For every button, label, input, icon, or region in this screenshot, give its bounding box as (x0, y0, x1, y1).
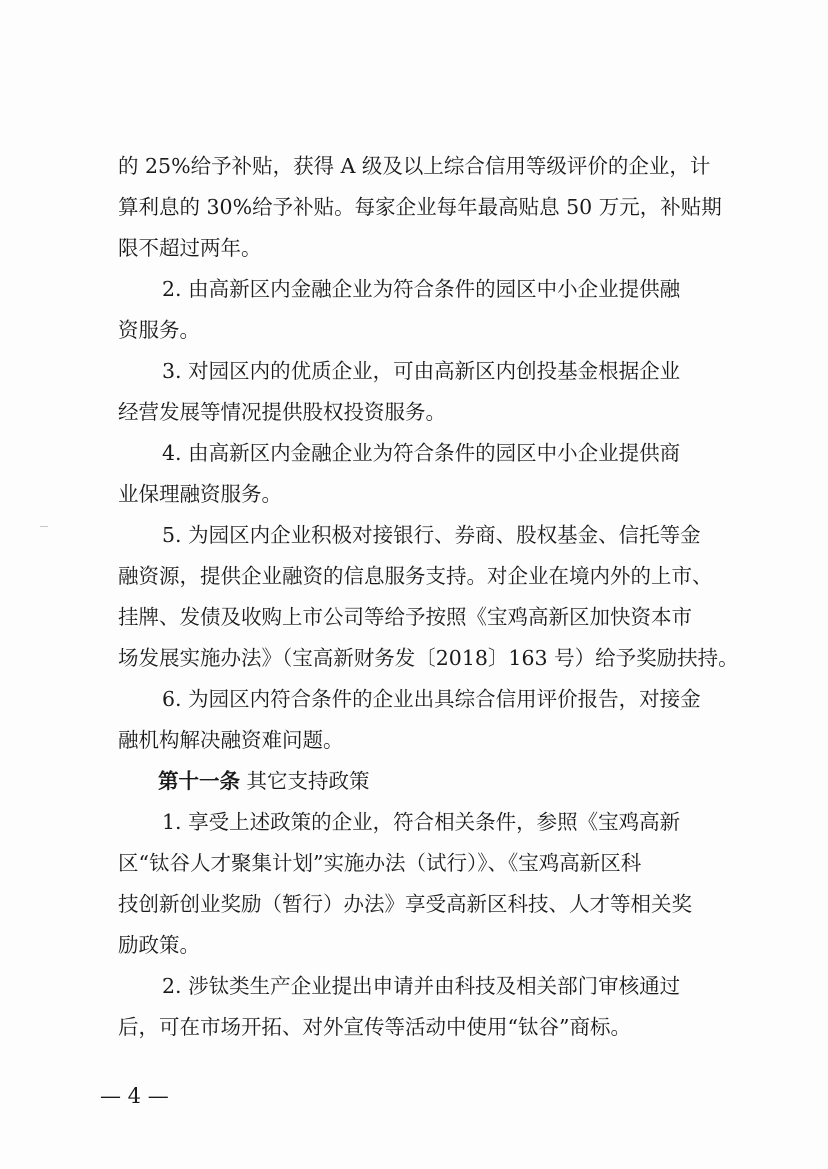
scan-speck (40, 526, 48, 527)
paragraph-line: 后，可在市场开拓、对外宣传等活动中使用“钛谷”商标。 (118, 1015, 631, 1039)
paragraph-line: 业保理融资服务。 (118, 482, 282, 506)
paragraph-line: 6. 为园区内符合条件的企业出具综合信用评价报告，对接金 (162, 687, 701, 711)
article-number: 第十一条 (158, 769, 240, 793)
article-title: 其它支持政策 (246, 769, 370, 793)
body-text (118, 146, 748, 1048)
paragraph-line: 3. 对园区内的优质企业，可由高新区内创投基金根据企业 (162, 359, 681, 383)
paragraph-line: 2. 由高新区内金融企业为符合条件的园区中小企业提供融 (162, 277, 681, 301)
paragraph-line: 融资源，提供企业融资的信息服务支持。对企业在境内外的上市、 (118, 564, 713, 588)
paragraph-line: 5. 为园区内企业积极对接银行、券商、股权基金、信托等金 (162, 523, 701, 547)
paragraph-line: 算利息的 30%给予补贴。每家企业每年最高贴息 50 万元，补贴期 (118, 195, 722, 219)
paragraph-line: 经营发展等情况提供股权投资服务。 (118, 400, 446, 424)
paragraph-line: 4. 由高新区内金融企业为符合条件的园区中小企业提供商 (162, 441, 681, 465)
paragraph-line: 挂牌、发债及收购上市公司等给予按照《宝鸡高新区加快资本市 (118, 605, 692, 629)
paragraph-line: 区“钛谷人才聚集计划”实施办法（试行）》、《宝鸡高新区科 (118, 851, 642, 875)
paragraph-line: 技创新创业奖励（暂行）办法》享受高新区科技、人才等相关奖 (118, 892, 692, 916)
paragraph-line: 资服务。 (118, 318, 200, 342)
paragraph-line: 2. 涉钛类生产企业提出申请并由科技及相关部门审核通过 (162, 974, 681, 998)
paragraph-line: 场发展实施办法》（宝高新财务发〔2018〕163 号）给予奖励扶持。 (118, 646, 739, 670)
paragraph-line: 励政策。 (118, 933, 200, 957)
paragraph-line: 1. 享受上述政策的企业，符合相关条件，参照《宝鸡高新 (162, 810, 681, 834)
paragraph-line: 的 25%给予补贴，获得 A 级及以上综合信用等级评价的企业，计 (118, 154, 711, 178)
paragraph-line: 限不超过两年。 (118, 236, 262, 260)
paragraph-line: 融机构解决融资难问题。 (118, 728, 344, 752)
article-heading (118, 761, 748, 802)
page-number: — 4 — (100, 1084, 169, 1108)
